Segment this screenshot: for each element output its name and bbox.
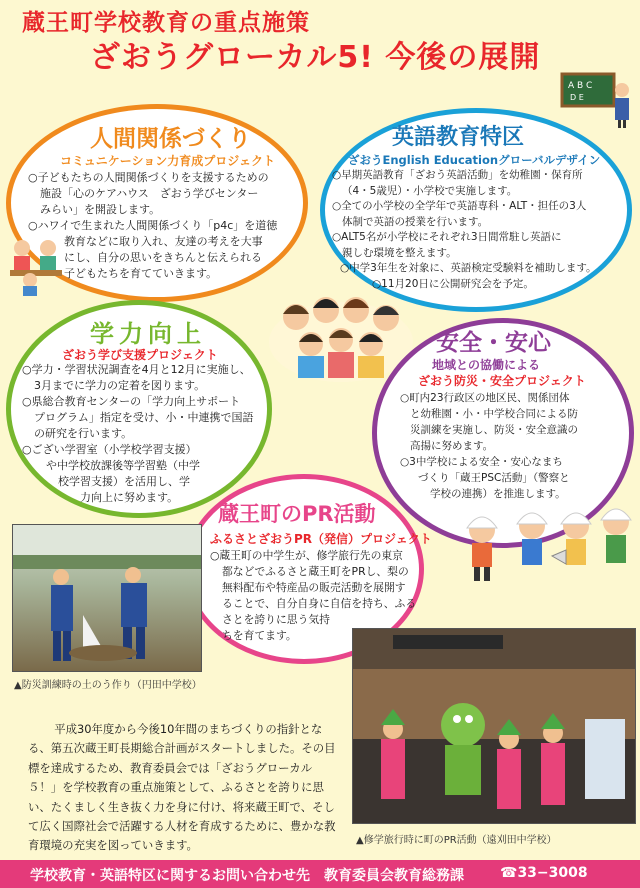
- english-line: ○11月20日に公開研究会を予定。: [372, 277, 534, 290]
- header-subtitle: 蔵王町学校教育の重点施策: [22, 10, 310, 36]
- pr-line: 無料配布や特産品の販売活動を展開す: [222, 581, 406, 594]
- english-line: ○ALT5名が小学校にそれぞれ3日間常駐し英語に: [332, 231, 562, 243]
- academic-line: プログラム」指定を受け、小・中連携で国語: [34, 411, 254, 424]
- footer-contact: 学校教育・英語特区に関するお問い合わせ先 教育委員会教育総務課: [30, 868, 464, 884]
- safety-line: づくり「蔵王PSC活動」（警察と: [418, 472, 570, 484]
- english-subtitle: ざおうEnglish Educationグローバルデザイン: [348, 153, 601, 167]
- relations-line: みらい」を開設します。: [40, 203, 161, 216]
- academic-line: ○ござい学習室（小学校学習支援）: [22, 443, 197, 456]
- relations-line: 教育などに取り入れ、友達の考えを大事: [64, 235, 263, 248]
- academic-line: や中学校放課後等学習塾（中学: [46, 459, 200, 472]
- relations-line: にし、自分の思いをきちんと伝えられる: [64, 251, 262, 264]
- english-line: ○中学3年生を対象に、英語検定受験料を補助します。: [340, 262, 597, 274]
- pr-line: ることで、自分自身に自信を持ち、ふる: [222, 597, 417, 610]
- pr-line: さとを誇りに思う気持: [222, 613, 330, 626]
- english-line: （4・5歳児）・小学校で実施します。: [342, 184, 518, 197]
- relations-line: ○子どもたちの人間関係づくりを支援するための: [28, 171, 269, 184]
- academic-line: ○県総合教育センターの「学力向上サポート: [22, 395, 241, 408]
- relations-line: ○ハワイで生まれた人間関係づくり「p4c」を道徳: [28, 219, 278, 232]
- pr-subtitle: ふるさとざおうPR（発信）プロジェクト: [210, 532, 432, 546]
- relations-title: 人間関係づくり: [90, 126, 251, 152]
- svg-text:D E: D E: [570, 93, 584, 102]
- academic-line: 力向上に努めます。: [80, 491, 179, 504]
- pr-line: 都などでふるさと蔵王町をPRし、梨の: [222, 565, 409, 578]
- kids-group-illustration: [266, 282, 416, 382]
- safety-kids-illustration: [452, 496, 638, 582]
- disaster-drill-photo: [12, 524, 202, 672]
- safety-line: 災訓練を実施し、防災・安全意識の: [410, 424, 578, 436]
- pr-line: ○蔵王町の中学生が、修学旅行先の東京: [210, 549, 403, 562]
- contact-footer: [0, 860, 640, 888]
- english-line: 体制で英語の授業を行います。: [342, 215, 489, 228]
- english-title: 英語教育特区: [392, 125, 525, 150]
- teacher-illustration: [560, 72, 636, 128]
- safety-title: 安全・安心: [436, 330, 551, 356]
- safety-body: [400, 390, 624, 502]
- english-line: 親しむ環境を整えます。: [342, 246, 457, 259]
- classroom-illustration: [8, 236, 66, 296]
- svg-text:A B C: A B C: [568, 81, 593, 91]
- english-body: [332, 168, 628, 292]
- footer-phone: ☎33−3008: [500, 865, 588, 881]
- safety-subtitle-1: 地域との協働による: [432, 358, 541, 372]
- safety-line: ○3中学校による安全・安心なまち: [400, 456, 563, 468]
- safety-line: 高揚に努めます。: [410, 440, 494, 452]
- safety-line: と幼稚園・小・中学校合同による防: [410, 408, 578, 420]
- academic-line: 3月までに学力の定着を図ります。: [34, 379, 206, 392]
- academic-body: [22, 362, 268, 506]
- relations-subtitle: コミュニケーション力育成プロジェクト: [60, 154, 276, 168]
- relations-line: 施設「心のケアハウス ざおう学びセンター: [40, 187, 259, 200]
- pr-title: 蔵王町のPR活動: [218, 502, 376, 526]
- relations-line: 子どもたちを育てていきます。: [64, 267, 218, 280]
- pr-activity-caption: ▲修学旅行時に町のPR活動（遠刈田中学校）: [356, 835, 557, 846]
- safety-subtitle-2: ざおう防災・安全プロジェクト: [418, 374, 586, 388]
- academic-line: 校学習支援）を活用し、学: [58, 475, 190, 488]
- academic-subtitle: ざおう学び支援プロジェクト: [62, 348, 218, 362]
- header-title: ざおうグローカル5! 今後の展開: [90, 40, 541, 75]
- academic-line: ○学力・学習状況調査を4月と12月に実施し、: [22, 363, 251, 376]
- english-line: ○早期英語教育「ざおう英語活動」を幼稚園・保育所: [332, 169, 583, 181]
- pr-activity-photo: [352, 628, 636, 824]
- disaster-drill-caption: ▲防災訓練時の土のう作り（円田中学校）: [14, 680, 202, 691]
- pr-line: ちを育てます。: [222, 629, 297, 642]
- academic-title: 学力向上: [90, 320, 206, 348]
- english-line: ○全ての小学校の全学年で英語専科・ALT・担任の3人: [332, 200, 587, 212]
- plan-paragraph: 平成30年度から今後10年間のまちづくりの指針となる、第五次蔵王町長期総合計画がスタートしました。その目標を達成するため、教育委員会では「ざおうグローカル５！」を学校教育の重点施策として、ふるさとを誇りに思い、たくましく生き抜く力を身に付け、将来蔵王町で、そして広く国際社会で活躍する人材を育成するために、豊かな教育環境の充実を図っていきます。: [28, 722, 336, 853]
- academic-line: の研究を行います。: [34, 427, 133, 440]
- safety-line: 学校の連携）を推進します。: [430, 488, 566, 500]
- relations-body: [28, 170, 298, 282]
- safety-line: ○町内23行政区の地区民、関係団体: [400, 392, 570, 404]
